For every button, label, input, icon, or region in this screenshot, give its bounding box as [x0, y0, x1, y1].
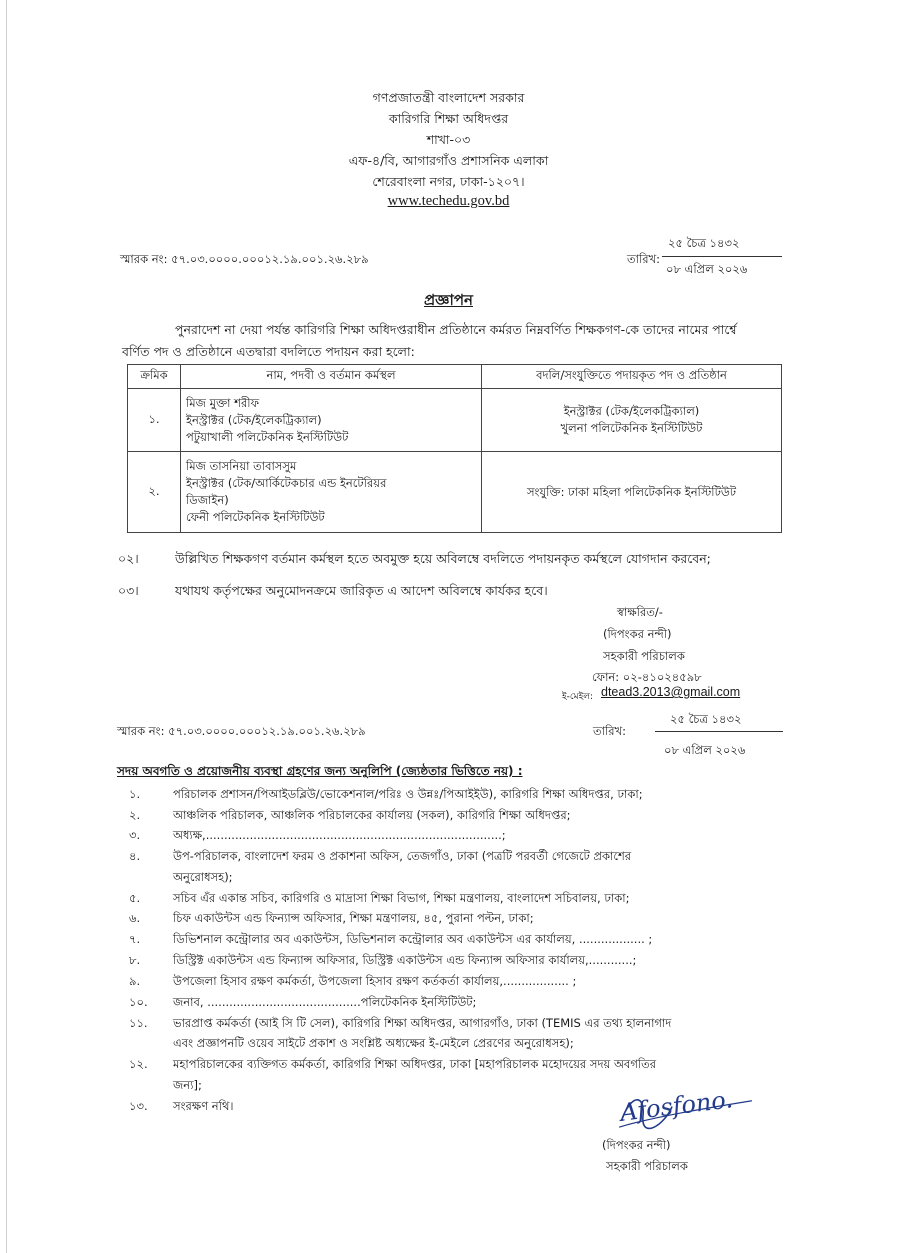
cc-num: ৭.: [129, 932, 141, 946]
cc-num: ৯.: [129, 974, 141, 988]
row-serial: ২.: [128, 452, 181, 533]
memo-date-bangla: ২৫ চৈত্র ১৪৩২: [668, 236, 740, 250]
para-text: যথাযথ কর্তৃপক্ষের অনুমোদনক্রমে জারিকৃত এ আদেশ অবিলম্বে কার্যকর হবে।: [175, 583, 548, 598]
transfer-table: [127, 364, 782, 533]
department-name: কারিগরি শিক্ষা অধিদপ্তর: [388, 111, 509, 126]
teacher-name: মিজ তাসনিয়া তাবাসসুম: [186, 459, 297, 473]
row-current-cell: [181, 389, 482, 452]
cc-num: ১.: [129, 787, 141, 801]
teacher-post: ইনস্ট্রাক্টর (টেক/আর্কিটেকচার এন্ড ইনটেরিয়র: [186, 476, 387, 490]
cc-text: মহাপরিচালকের ব্যক্তিগত কর্মকর্তা, কারিগরি শিক্ষা অধিদপ্তর, ঢাকা [মহাপরিচালক মহোদয়ের সদয় অবগতির: [173, 1057, 657, 1071]
cc-text: পরিচালক প্রশাসন/পিআইডব্লিউ/ভোকেশনাল/পরিঃ ও উন্নঃ/পিআইইউ), কারিগরি শিক্ষা অধিদপ্তর, ঢাকা;: [173, 787, 643, 801]
signatory-email[interactable]: dtead3.2013@gmail.com: [601, 685, 741, 699]
address-line2: শেরেবাংলা নগর, ঢাকা-১২০৭।: [372, 174, 525, 189]
signatory-phone: ফোন: ০২-৪১০২৪৫৯৮: [592, 670, 702, 684]
memo2-ref: স্মারক নং: ৫৭.০৩.০০০০.০০০১২.১৯.০০১.২৬.২৮৯: [117, 724, 366, 738]
header-new-posting: বদলি/সংযুক্তিতে পদায়কৃত পদ ও প্রতিষ্ঠান: [482, 365, 782, 389]
cc-text-cont: অনুরোধসহ);: [173, 870, 233, 884]
cc-num: ১০.: [129, 995, 148, 1009]
table-row: [128, 452, 782, 533]
cc-num: ১৩.: [129, 1099, 148, 1113]
row-new-posting-cell: [482, 452, 782, 533]
signature-stroke-icon: [610, 1074, 765, 1142]
cc-text: চিফ একাউন্টস এন্ড ফিন্যান্স অফিসার, শিক্ষা মন্ত্রণালয়, ৪৫, পুরানা পল্টন, ঢাকা;: [173, 911, 534, 925]
intro-line1: পুনরাদেশ না দেয়া পর্যন্ত কারিগরি শিক্ষা অধিদপ্তরাধীন প্রতিষ্ঠানে কর্মরত নিম্নবর্ণিত শিক্ষকগণ-কে তাদের নামের পার্শ্বে: [175, 322, 737, 337]
row-new-posting-cell: [482, 389, 782, 452]
memo-ref: স্মারক নং: ৫৭.০৩.০০০০.০০০১২.১৯.০০১.২৬.২৮৯: [120, 252, 369, 266]
row-current-cell: [181, 452, 482, 533]
memo-date-gregorian: ০৮ এপ্রিল ২০২৬: [666, 262, 748, 276]
cc-text-cont: জন্য];: [173, 1078, 202, 1092]
cc-text: অধ্যক্ষ,.................................................................................;: [173, 828, 506, 842]
memo-date-label: তারিখ:: [627, 252, 661, 266]
address-line1: এফ-৪/বি, আগারগাঁও প্রশাসনিক এলাকা: [348, 153, 549, 168]
intro-line2: বর্ণিত পদ ও প্রতিষ্ঠানে এতদ্বারা বদলিতে পদায়ন করা হলো:: [122, 344, 415, 359]
cc-text: সচিব এঁর একান্ত সচিব, কারিগরি ও মাদ্রাসা শিক্ষা বিভাগ, শিক্ষা মন্ত্রণালয়, বাংলাদেশ সচিবালয়, ঢাকা;: [173, 891, 630, 905]
govt-name: গণপ্রজাতন্ত্রী বাংলাদেশ সরকার: [372, 90, 525, 105]
cc-num: ৬.: [129, 911, 141, 925]
signatory-designation: সহকারী পরিচালক: [603, 649, 685, 663]
cc-text: ডিভিশনাল কন্ট্রোলার অব একাউন্টস, ডিভিশনাল কন্ট্রোলার অব একাউন্টস এর কার্যালয়, .................. ;: [173, 932, 653, 946]
header-serial: ক্রমিক: [128, 365, 181, 389]
cc-num: ৮.: [129, 953, 141, 967]
new-place: খুলনা পলিটেকনিক ইনস্টিটিউট: [560, 421, 703, 435]
new-post: ইনস্ট্রাক্টর (টেক/ইলেকট্রিক্যাল): [563, 404, 700, 418]
cc-text: জনাব, ..........................................পলিটেকনিক ইনস্টিটিউট;: [173, 995, 477, 1009]
cc-heading: সদয় অবগতি ও প্রয়োজনীয় ব্যবস্থা গ্রহণের জন্য অনুলিপি (জ্যেষ্ঠতার ভিত্তিতে নয়) :: [117, 764, 523, 778]
cc-text: আঞ্চলিক পরিচালক, আঞ্চলিক পরিচালকের কার্যালয় (সকল), কারিগরি শিক্ষা অধিদপ্তর;: [173, 808, 571, 822]
signatory-name: (দিপংকর নন্দী): [603, 627, 672, 641]
signer-designation: সহকারী পরিচালক: [606, 1159, 688, 1173]
cc-num: ১১.: [129, 1016, 148, 1030]
para-num: ০৩।: [118, 583, 139, 598]
teacher-name: মিজ মুক্তা শরীফ: [186, 395, 259, 410]
cc-num: ২.: [129, 808, 141, 822]
cc-num: ৪.: [129, 849, 141, 863]
website-link[interactable]: www.techedu.gov.bd: [387, 193, 510, 209]
table-row: [128, 389, 782, 452]
teacher-workplace: পটুয়াখালী পলিটেকনিক ইনস্টিটিউট: [186, 429, 349, 444]
cc-text: উপজেলা হিসাব রক্ষণ কর্মকর্তা, উপজেলা হিসাব রক্ষণ কর্তকর্তা কার্যালয়,.................. ;: [173, 974, 577, 988]
para-text: উল্লিখিত শিক্ষকগণ বর্তমান কর্মস্থল হতে অবমুক্ত হয়ে অবিলম্বে বদলিতে পদায়নকৃত কর্মস্থলে যোগদান করবেন;: [175, 551, 711, 566]
memo2-date-label: তারিখ:: [593, 724, 627, 738]
cc-text-cont: এবং প্রজ্ঞাপনটি ওয়েব সাইটে প্রকাশ ও সংশ্লিষ্ট অধ্যক্ষের ই-মেইলে প্রেরণের অনুরোধসহ);: [173, 1036, 574, 1050]
signature-scrawl: Afosfono.: [618, 1085, 735, 1127]
date-divider: [662, 256, 782, 257]
new-place: সংযুক্তি: ঢাকা মহিলা পলিটেকনিক ইনস্টিটিউট: [526, 484, 737, 499]
para-num: ০২।: [118, 551, 139, 566]
email-label: ই-মেইল:: [562, 692, 593, 702]
teacher-post-cont: ডিজাইন): [186, 493, 229, 507]
cc-text: সংরক্ষণ নথি।: [173, 1099, 234, 1113]
teacher-workplace: ফেনী পলিটেকনিক ইনস্টিটিউট: [186, 510, 325, 524]
cc-text: ডিস্ট্রিক্ট একাউন্টস এন্ড ফিন্যান্স অফিসার, ডিস্ট্রিক্ট একাউন্টস এন্ড ফিন্যান্স অফিসার কার্যালয়,............;: [173, 953, 637, 967]
cc-text: উপ-পরিচালক, বাংলাদেশ ফরম ও প্রকাশনা অফিস, তেজগাঁও, ঢাকা (পত্রটি পরবর্তী গেজেটে প্রকাশের: [173, 849, 632, 863]
branch-name: শাখা-০৩: [426, 132, 471, 147]
cc-text: ভারপ্রাপ্ত কর্মকর্তা (আই সি টি সেল), কারিগরি শিক্ষা অধিদপ্তর, আগারগাঁও, ঢাকা (TEMIS এর তথ্য হালনাগাদ: [173, 1016, 672, 1030]
memo2-date-bangla: ২৫ চৈত্র ১৪৩২: [670, 712, 742, 726]
page-title: প্রজ্ঞাপন: [423, 291, 474, 309]
cc-num: ৩.: [129, 828, 141, 842]
row-serial: ১.: [128, 389, 181, 452]
handwritten-signature: [619, 1085, 735, 1127]
date-divider: [655, 731, 783, 732]
cc-num: ৫.: [129, 891, 141, 905]
header-current: নাম, পদবী ও বর্তমান কর্মস্থল: [181, 365, 482, 389]
cc-num: ১২.: [129, 1057, 148, 1071]
teacher-post: ইনস্ট্রাক্টর (টেক/ইলেকট্রিক্যাল): [186, 412, 322, 427]
table-header-row: [128, 365, 782, 389]
memo2-date-gregorian: ০৮ এপ্রিল ২০২৬: [664, 743, 746, 757]
signer-name: (দিপংকর নন্দী): [602, 1138, 671, 1152]
signed-mark: স্বাক্ষরিত/-: [617, 605, 663, 619]
